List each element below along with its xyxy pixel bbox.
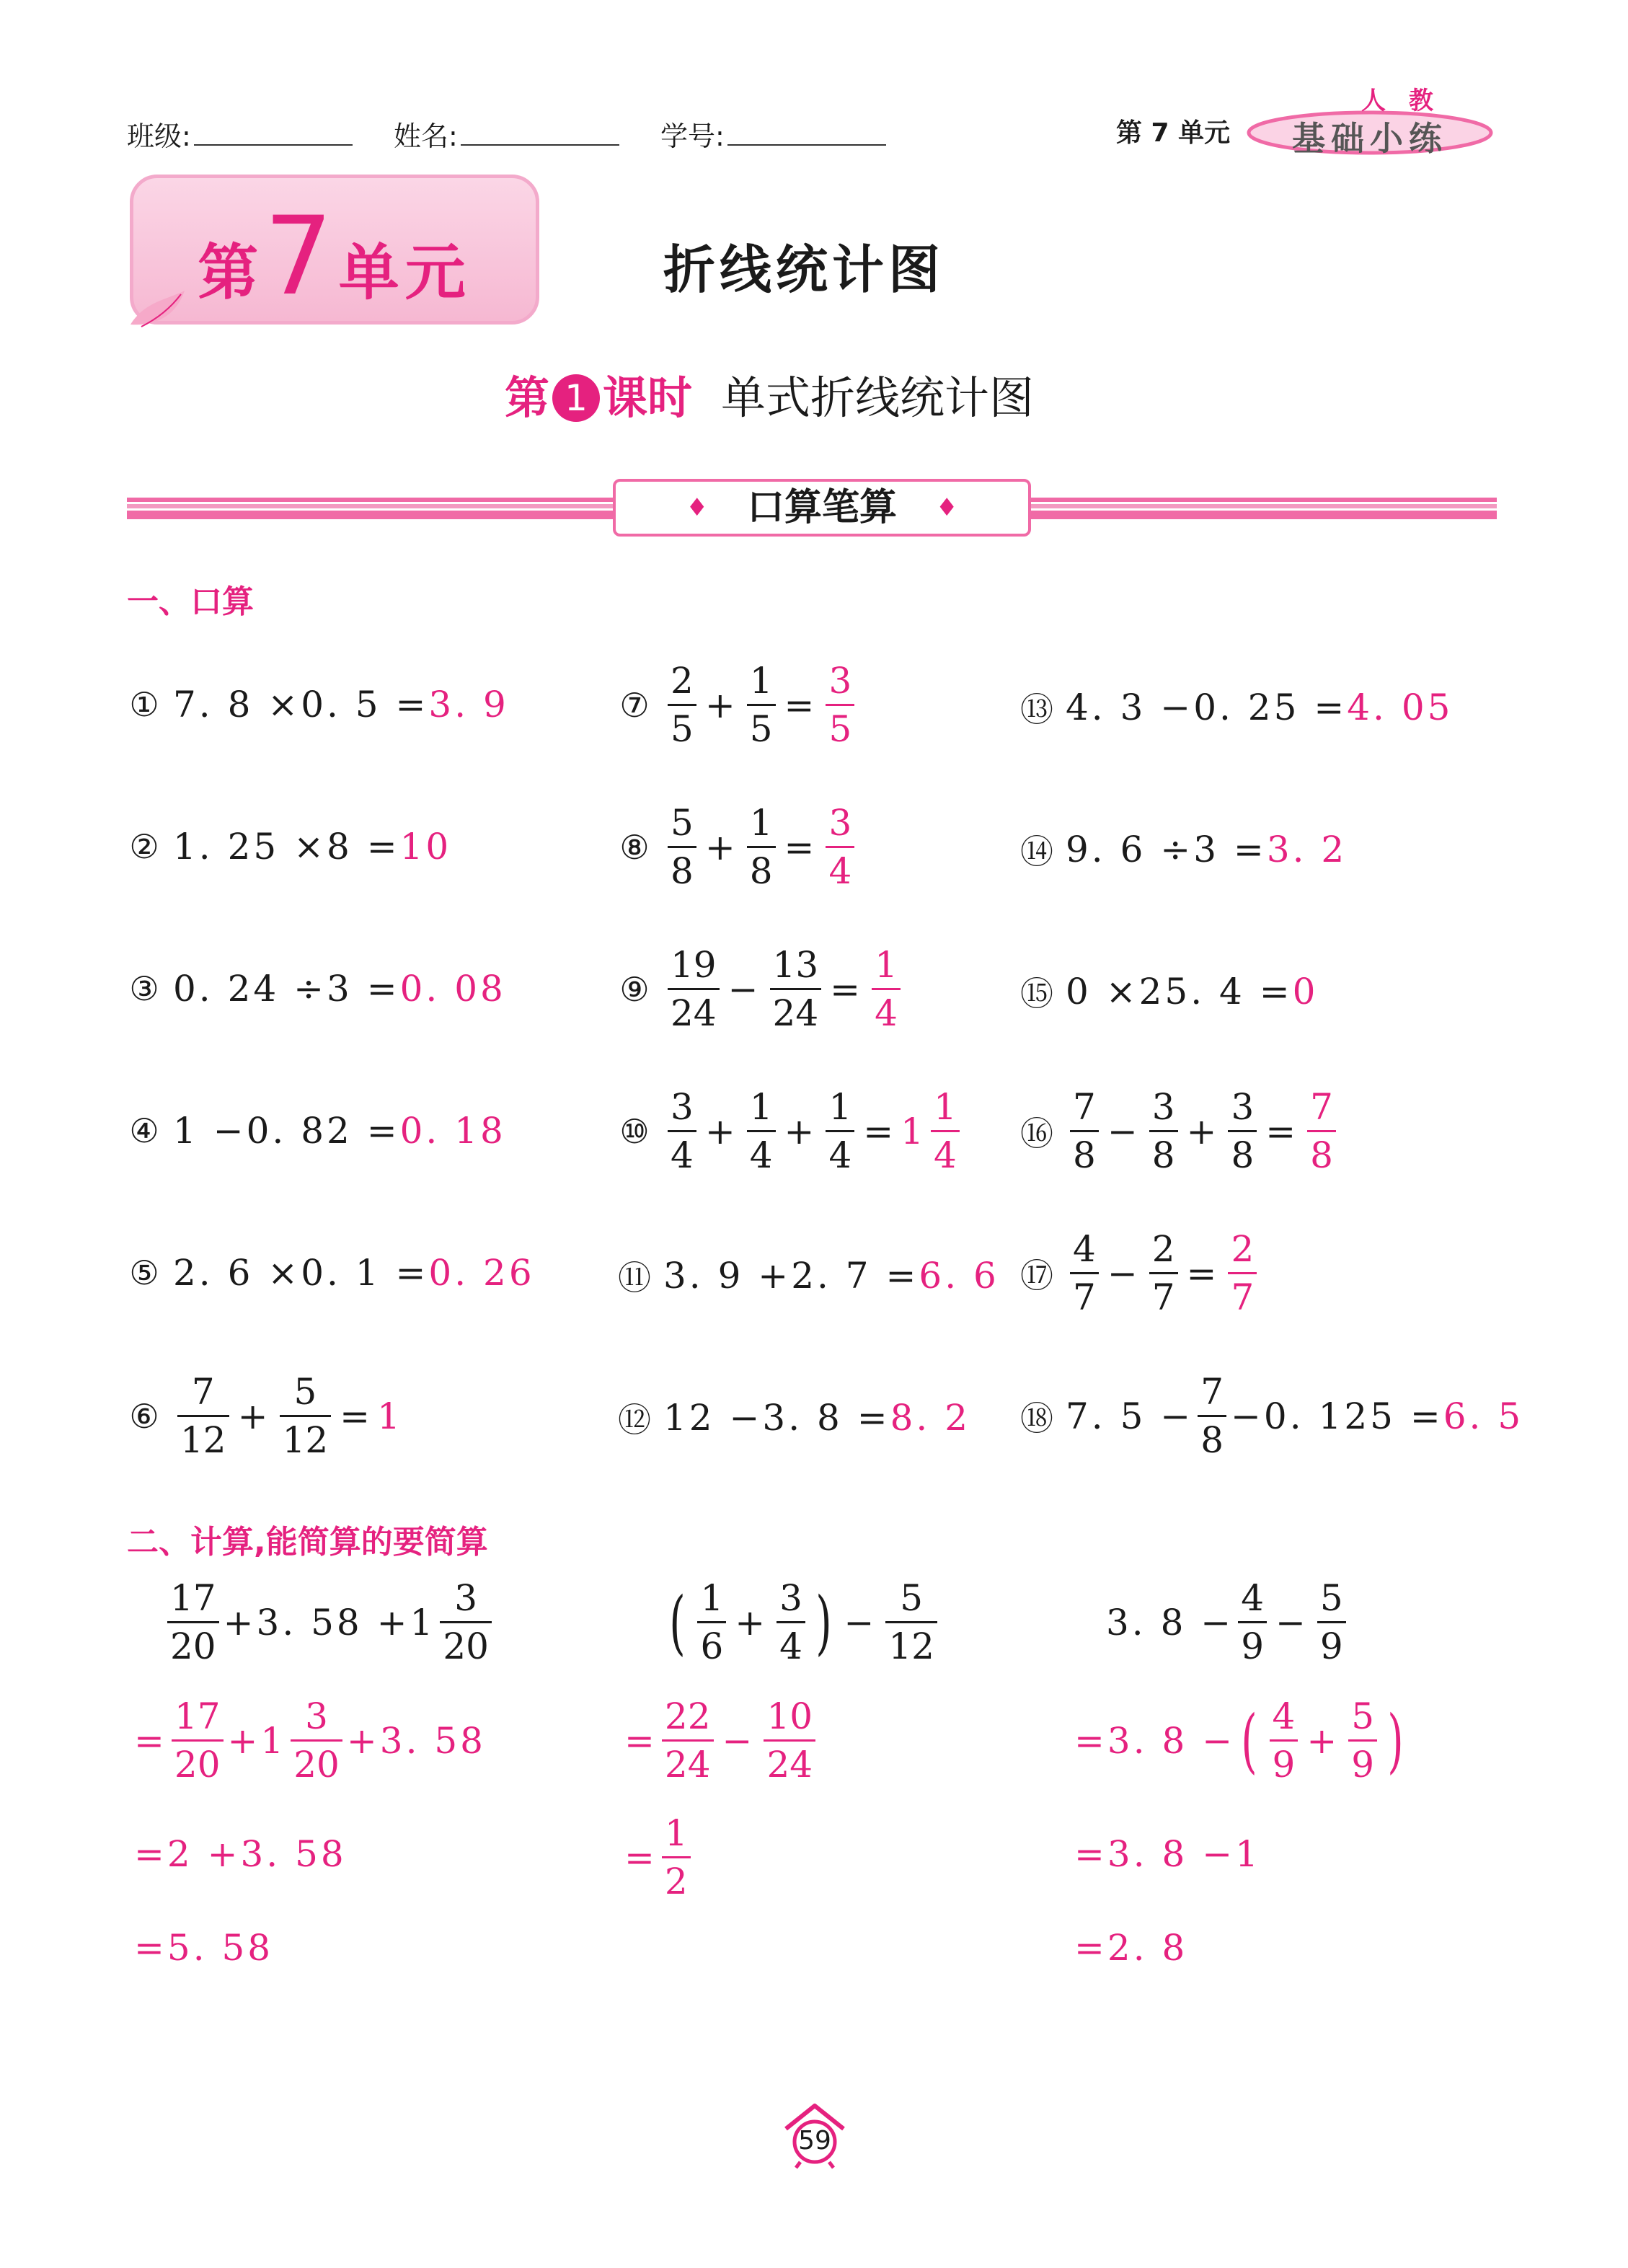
denominator: 4 xyxy=(668,1130,696,1178)
numerator: 5 xyxy=(900,1577,924,1619)
problem-answer: 6. 5 xyxy=(1443,1395,1524,1437)
numerator: 10 xyxy=(766,1695,813,1737)
numerator: 1 xyxy=(749,660,773,702)
problem-expr: 7. 5 − xyxy=(1066,1395,1194,1437)
page-number-badge xyxy=(779,2099,851,2171)
fraction xyxy=(770,942,822,1036)
problem-index: ③ xyxy=(129,969,162,1008)
lesson-title: 单式折线统计图 xyxy=(721,371,1035,424)
problem-index: ① xyxy=(129,685,162,724)
problem-answer: 0. 26 xyxy=(428,1252,535,1294)
problem-index: ② xyxy=(129,827,162,866)
problem-answer: 8. 2 xyxy=(890,1397,971,1439)
denominator: 8 xyxy=(1228,1130,1257,1178)
fraction xyxy=(668,658,696,752)
problem-expr: +1 xyxy=(227,1719,287,1762)
problem-9 xyxy=(617,942,905,1036)
numerator: 4 xyxy=(1272,1695,1296,1737)
numerator: 19 xyxy=(671,944,717,986)
denominator: 12 xyxy=(177,1415,229,1463)
numerator: 3 xyxy=(779,1577,802,1619)
numerator: 7 xyxy=(1073,1086,1096,1128)
calc1-step2: =2 +3. 58 xyxy=(134,1833,347,1875)
problem-expr: 3. 8 − xyxy=(1106,1601,1234,1643)
section-title-box xyxy=(613,479,1031,537)
problem-index: ⑩ xyxy=(619,1111,652,1151)
calc2-step1 xyxy=(624,1693,820,1788)
fraction xyxy=(662,1810,691,1905)
operator: + xyxy=(784,1110,818,1152)
answer-fraction xyxy=(872,942,901,1036)
numerator: 5 xyxy=(1351,1695,1375,1737)
diamond-icon: ♦ xyxy=(936,493,958,522)
denominator: 20 xyxy=(167,1621,219,1669)
denominator: 9 xyxy=(1270,1739,1299,1788)
denominator: 12 xyxy=(280,1415,332,1463)
numerator: 3 xyxy=(828,802,852,844)
numerator: 13 xyxy=(772,944,819,986)
numerator: 7 xyxy=(1200,1371,1224,1413)
problem-index: ⑬ xyxy=(1020,690,1056,729)
operator: − xyxy=(722,1719,756,1762)
fraction xyxy=(291,1693,342,1788)
numerator: 1 xyxy=(700,1577,724,1619)
left-paren: ( xyxy=(1241,1700,1260,1781)
problem-answer: 0. 18 xyxy=(399,1110,506,1152)
operator: + xyxy=(704,684,738,726)
denominator: 2 xyxy=(662,1856,691,1905)
numerator: 1 xyxy=(933,1086,957,1128)
problem-expr: 1 −0. 82 = xyxy=(173,1110,400,1152)
operator: − xyxy=(1107,1110,1141,1152)
equals: = xyxy=(1186,1252,1220,1294)
class-blank[interactable] xyxy=(194,144,353,146)
numerator: 4 xyxy=(1241,1577,1265,1619)
problem-answer: 3. 2 xyxy=(1266,829,1348,870)
lesson-prefix: 第 xyxy=(505,371,550,424)
fraction xyxy=(777,1575,805,1669)
unit-prefix: 第 xyxy=(198,237,265,308)
fraction xyxy=(1149,1084,1178,1178)
denominator: 9 xyxy=(1317,1621,1346,1669)
fraction xyxy=(747,658,776,752)
section-title: 口算笔算 xyxy=(746,486,897,529)
denominator: 9 xyxy=(1348,1739,1377,1788)
denominator: 7 xyxy=(1070,1272,1099,1320)
numerator: 5 xyxy=(1319,1577,1343,1619)
numerator: 3 xyxy=(671,1086,694,1128)
page-number: 59 xyxy=(798,2126,831,2156)
fraction xyxy=(1198,1369,1226,1463)
calc3-step3: =2. 8 xyxy=(1074,1927,1188,1969)
problem-expr: 2. 6 ×0. 1 = xyxy=(173,1252,429,1294)
unit-suffix: 单元 xyxy=(338,237,472,308)
fraction xyxy=(177,1369,229,1463)
problem-answer: 3. 9 xyxy=(428,684,509,725)
problem-index: ⑯ xyxy=(1020,1113,1056,1153)
denominator: 4 xyxy=(826,1130,854,1178)
class-label: 班级: xyxy=(127,120,191,152)
equals: = xyxy=(784,826,818,868)
problem-answer: 10 xyxy=(399,826,452,868)
problem-answer: 1 xyxy=(377,1395,403,1437)
fraction xyxy=(1238,1575,1267,1669)
problem-2 xyxy=(127,826,451,868)
denominator: 6 xyxy=(697,1621,726,1669)
problem-7 xyxy=(617,658,859,752)
denominator: 9 xyxy=(1238,1621,1267,1669)
denominator: 5 xyxy=(747,704,776,752)
right-paren: ) xyxy=(1387,1700,1406,1781)
lesson-suffix: 课时 xyxy=(603,371,693,424)
denominator: 12 xyxy=(885,1621,937,1669)
denominator: 8 xyxy=(1198,1415,1226,1463)
fraction xyxy=(668,942,720,1036)
problem-index: ⑮ xyxy=(1020,974,1056,1013)
fraction xyxy=(280,1369,332,1463)
fraction xyxy=(1228,1084,1257,1178)
answer-fraction xyxy=(826,800,854,894)
denominator: 8 xyxy=(1070,1130,1099,1178)
answer-fraction xyxy=(826,658,854,752)
fraction xyxy=(440,1575,492,1669)
fraction xyxy=(885,1575,937,1669)
problem-18 xyxy=(1019,1369,1523,1463)
denominator: 8 xyxy=(747,846,776,894)
unit-number: 7 xyxy=(264,194,339,319)
fraction xyxy=(747,1084,776,1178)
fraction xyxy=(167,1575,219,1669)
problem-expr: 4. 3 −0. 25 = xyxy=(1066,687,1348,728)
problem-expr: 7. 8 ×0. 5 = xyxy=(173,684,429,725)
calc1-step1 xyxy=(134,1693,486,1788)
numerator: 3 xyxy=(1151,1086,1175,1128)
name-blank[interactable] xyxy=(461,144,619,146)
problem-index: ⑱ xyxy=(1020,1398,1056,1438)
problem-index: ⑪ xyxy=(618,1258,654,1297)
fraction xyxy=(662,1693,714,1788)
problem-expr: +3. 58 xyxy=(346,1719,486,1762)
calc1-question xyxy=(163,1575,496,1669)
numerator: 5 xyxy=(671,802,694,844)
denominator: 20 xyxy=(440,1621,492,1669)
problem-expr: −0. 125 = xyxy=(1231,1395,1443,1437)
problem-index: ⑥ xyxy=(129,1396,162,1436)
denominator: 4 xyxy=(747,1130,776,1178)
lesson-number: 1 xyxy=(552,374,600,422)
denominator: 8 xyxy=(1149,1130,1178,1178)
numerator: 3 xyxy=(1231,1086,1255,1128)
operator: − xyxy=(844,1601,877,1643)
problem-index: ④ xyxy=(129,1111,162,1150)
problem-8 xyxy=(617,800,859,894)
student-id-blank[interactable] xyxy=(727,144,886,146)
unit-tag: 第 7 单元 xyxy=(1116,118,1231,148)
problem-12 xyxy=(617,1394,970,1442)
denominator: 24 xyxy=(662,1739,714,1788)
brand-small: 人 教 xyxy=(1361,87,1441,115)
numerator: 22 xyxy=(664,1695,711,1737)
equals: = xyxy=(830,968,864,1010)
denominator: 4 xyxy=(931,1130,960,1178)
right-paren: ) xyxy=(815,1581,834,1663)
fraction xyxy=(697,1575,726,1669)
problem-expr: 0. 24 ÷3 = xyxy=(173,968,400,1010)
problem-3 xyxy=(127,968,506,1010)
problem-14 xyxy=(1019,826,1347,873)
leaf-icon xyxy=(127,287,192,330)
numerator: 1 xyxy=(749,802,773,844)
fraction xyxy=(1317,1575,1346,1669)
denominator: 7 xyxy=(1228,1272,1257,1320)
problem-expr: 3. 9 +2. 7 = xyxy=(663,1255,919,1297)
diamond-icon: ♦ xyxy=(686,493,708,522)
denominator: 8 xyxy=(668,846,696,894)
lesson-title-row xyxy=(505,362,1034,426)
fraction xyxy=(668,1084,696,1178)
part2-heading: 二、计算,能简算的要简算 xyxy=(127,1524,488,1561)
numerator: 3 xyxy=(454,1577,478,1619)
calc2-question xyxy=(663,1575,942,1669)
problem-index: ⑰ xyxy=(1020,1256,1056,1295)
operator: + xyxy=(1186,1110,1220,1152)
numerator: 3 xyxy=(828,660,852,702)
equals: = xyxy=(784,684,818,726)
left-paren: ( xyxy=(669,1581,688,1663)
operator: − xyxy=(1107,1252,1141,1294)
numerator: 7 xyxy=(191,1371,215,1413)
operator: + xyxy=(704,1110,738,1152)
fraction xyxy=(172,1693,224,1788)
operator: + xyxy=(1306,1719,1340,1762)
equals: = xyxy=(340,1395,373,1437)
denominator: 20 xyxy=(172,1739,224,1788)
denominator: 4 xyxy=(777,1621,805,1669)
equals: = xyxy=(1265,1110,1299,1152)
denominator: 24 xyxy=(770,988,822,1036)
fraction xyxy=(826,1084,854,1178)
calc3-question xyxy=(1106,1575,1350,1669)
denominator: 20 xyxy=(291,1739,342,1788)
problem-answer: 0 xyxy=(1292,971,1319,1012)
numerator: 17 xyxy=(174,1695,221,1737)
brand-main: 基础小练 xyxy=(1292,119,1448,158)
problem-expr: +3. 58 +1 xyxy=(223,1601,436,1643)
operator: − xyxy=(727,968,761,1010)
calc3-step2: =3. 8 −1 xyxy=(1074,1833,1261,1875)
answer-fraction xyxy=(931,1084,960,1178)
problem-answer: 6. 6 xyxy=(919,1255,999,1297)
fraction xyxy=(1070,1226,1099,1320)
fraction xyxy=(1270,1693,1299,1788)
problem-index: ⑭ xyxy=(1020,832,1056,871)
problem-13 xyxy=(1019,684,1453,731)
denominator: 24 xyxy=(764,1739,815,1788)
problem-1 xyxy=(127,684,509,725)
problem-expr: 0 ×25. 4 = xyxy=(1066,971,1293,1012)
operator: − xyxy=(1275,1601,1309,1643)
operator: + xyxy=(237,1395,271,1437)
fraction xyxy=(668,800,696,894)
calc2-step2 xyxy=(624,1810,695,1905)
problem-5 xyxy=(127,1252,535,1294)
denominator: 24 xyxy=(668,988,720,1036)
equals: = xyxy=(624,1836,658,1879)
denominator: 5 xyxy=(826,704,854,752)
problem-expr: 12 −3. 8 = xyxy=(663,1397,890,1439)
answer-fraction xyxy=(1307,1084,1336,1178)
denominator: 8 xyxy=(1307,1130,1336,1178)
problem-index: ⑦ xyxy=(619,685,652,725)
part1-heading: 一、口算 xyxy=(127,583,254,620)
numerator: 1 xyxy=(749,1086,773,1128)
numerator: 1 xyxy=(828,1086,852,1128)
problem-answer: 4. 05 xyxy=(1347,687,1454,728)
numerator: 3 xyxy=(305,1695,328,1737)
name-field[interactable] xyxy=(394,114,619,154)
problem-16 xyxy=(1019,1084,1340,1178)
problem-expr: =3. 8 − xyxy=(1074,1719,1236,1762)
denominator: 5 xyxy=(668,704,696,752)
denominator: 7 xyxy=(1149,1272,1178,1320)
problem-expr: 1. 25 ×8 = xyxy=(173,826,400,868)
problem-17 xyxy=(1019,1226,1261,1320)
numerator: 2 xyxy=(671,660,694,702)
fraction xyxy=(1348,1693,1377,1788)
problem-index: ⑤ xyxy=(129,1253,162,1292)
student-id-field[interactable] xyxy=(660,114,886,154)
name-label: 姓名: xyxy=(394,120,458,152)
equals: = xyxy=(863,1110,897,1152)
numerator: 5 xyxy=(293,1371,317,1413)
class-field[interactable] xyxy=(127,114,353,154)
answer-fraction xyxy=(1228,1226,1257,1320)
fraction xyxy=(1070,1084,1099,1178)
problem-4 xyxy=(127,1110,506,1152)
operator: + xyxy=(735,1601,769,1643)
student-id-label: 学号: xyxy=(660,120,725,152)
answer-whole: 1 xyxy=(901,1110,926,1152)
fraction xyxy=(747,800,776,894)
numerator: 2 xyxy=(1151,1228,1175,1270)
fraction xyxy=(1149,1226,1178,1320)
problem-11 xyxy=(617,1252,999,1300)
brand-logo xyxy=(1240,81,1500,160)
problem-expr: 9. 6 ÷3 = xyxy=(1066,829,1267,870)
operator: + xyxy=(704,826,738,868)
problem-index: ⑨ xyxy=(619,969,652,1009)
problem-15 xyxy=(1019,968,1318,1015)
numerator: 17 xyxy=(170,1577,216,1619)
calc1-step3: =5. 58 xyxy=(134,1927,274,1969)
problem-index: ⑫ xyxy=(618,1400,654,1439)
problem-10 xyxy=(617,1084,964,1178)
equals: = xyxy=(134,1719,167,1762)
problem-6 xyxy=(127,1369,403,1463)
numerator: 7 xyxy=(1310,1086,1333,1128)
problem-answer: 0. 08 xyxy=(399,968,506,1010)
problem-index: ⑧ xyxy=(619,827,652,867)
equals: = xyxy=(624,1719,658,1762)
numerator: 2 xyxy=(1231,1228,1255,1270)
denominator: 4 xyxy=(826,846,854,894)
denominator: 4 xyxy=(872,988,901,1036)
calc3-step1 xyxy=(1074,1693,1412,1788)
numerator: 4 xyxy=(1073,1228,1096,1270)
fraction xyxy=(764,1693,815,1788)
numerator: 1 xyxy=(875,944,898,986)
unit-title: 折线统计图 xyxy=(663,239,945,300)
numerator: 1 xyxy=(664,1812,688,1854)
